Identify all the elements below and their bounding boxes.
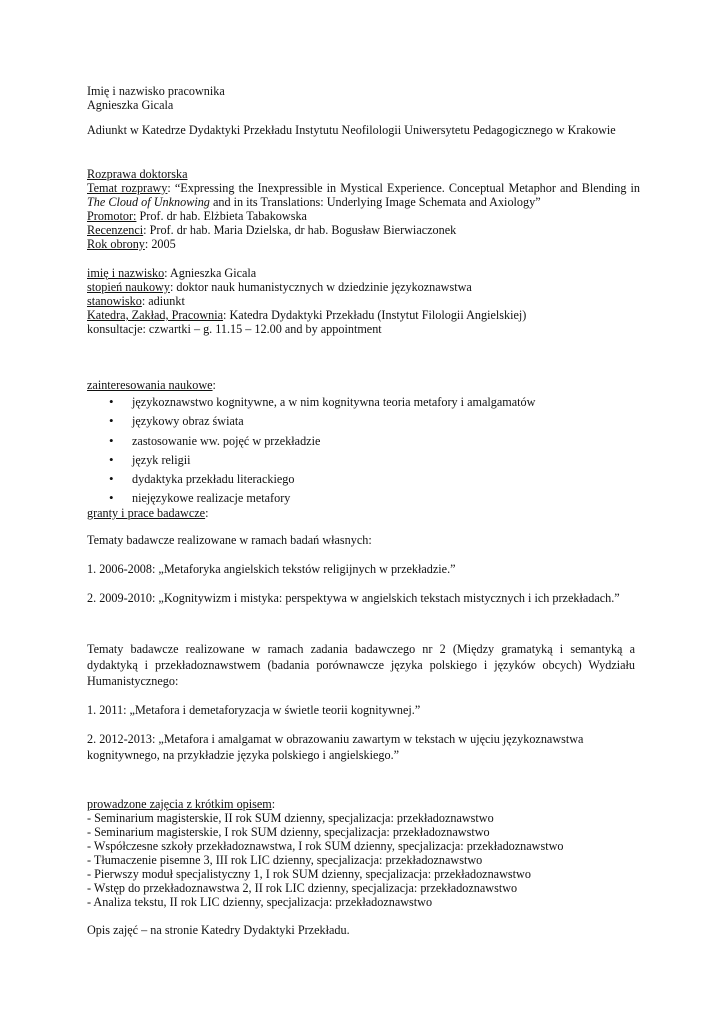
course-item: - Tłumaczenie pisemne 3, III rok LIC dzienny, specjalizacja: przekładoznawstwo xyxy=(87,852,483,867)
courses-heading-line xyxy=(87,797,724,811)
profile-name-value: : Agnieszka Gicala xyxy=(164,266,257,280)
reviewers-label: Recenzenci xyxy=(87,223,144,237)
interest-item: • dydaktyka przekładu literackiego xyxy=(109,470,724,489)
courses-colon: : xyxy=(271,796,276,811)
promoter-line xyxy=(87,209,724,223)
course-item: - Seminarium magisterskie, II rok SUM dzienny, specjalizacja: przekładoznawstwo xyxy=(87,810,494,825)
name-label: Imię i nazwisko pracownika xyxy=(87,84,225,98)
topic-italic: The Cloud of Unknowing xyxy=(87,195,210,209)
unit-value: : Katedra Dydaktyki Przekładu (Instytut Filologii Angielskiej) xyxy=(223,308,527,322)
unit-label: Katedra, Zakład, Pracownia xyxy=(87,308,224,322)
interest-item: • językowy obraz świata xyxy=(109,412,724,431)
promoter-value: Prof. dr hab. Elżbieta Tabakowska xyxy=(136,209,307,223)
course-item: - Analiza tekstu, II rok LIC dzienny, specjalizacja: przekładoznawstwo xyxy=(87,894,433,909)
dissertation-heading: Rozprawa doktorska xyxy=(87,167,188,181)
course-item: - Wstęp do przekładoznawstwa 2, II rok LIC dzienny, specjalizacja: przekładoznawstwo xyxy=(87,880,518,895)
own-research-item: 1. 2006-2008: „Metaforyka angielskich tekstów religijnych w przekładzie.” xyxy=(87,561,456,576)
course-item: - Seminarium magisterskie, I rok SUM dzienny, specjalizacja: przekładoznawstwo xyxy=(87,824,490,839)
task-research-intro: Tematy badawcze realizowane w ramach zadania badawczego nr 2 (Między gramatyką i semantyką a dydaktyką i przekładoznawstwem (badania porównawcze języka polskiego i języków obcych) Wydziału Humanistycznego: xyxy=(87,641,635,688)
grants-colon: : xyxy=(205,505,209,520)
interest-item: • język religii xyxy=(109,451,724,470)
position-line: Adiunkt w Katedrze Dydaktyki Przekładu Instytutu Neofilologii Uniwersytetu Pedagogicznego w Krakowie xyxy=(87,123,616,137)
interest-item: • językoznawstwo kognitywne, a w nim kognitywna teoria metafory i amalgamatów xyxy=(109,393,724,412)
interests-list xyxy=(87,393,724,509)
year-line xyxy=(87,237,724,251)
dissertation-topic xyxy=(87,181,640,209)
interests-colon: : xyxy=(212,378,216,392)
own-research-item: 2. 2009-2010: „Kognitywizm i mistyka: perspektywa w angielskich tekstach mistycznych i ich przekładach.” xyxy=(87,590,620,605)
interest-item: • zastosowanie ww. pojęć w przekładzie xyxy=(109,432,724,451)
interests-heading-line xyxy=(87,378,724,392)
profile-name-line xyxy=(87,266,724,280)
course-item: - Pierwszy moduł specjalistyczny 1, I rok SUM dzienny, specjalizacja: przekładoznawstwo xyxy=(87,866,531,881)
year-value: : 2005 xyxy=(144,237,176,251)
position-title-value: : adiunkt xyxy=(141,294,185,308)
promoter-label: Promotor: xyxy=(87,209,137,223)
task-research-item: 2. 2012-2013: „Metafora i amalgamat w obrazowaniu zawartym w tekstach w ujęciu językoznawstwa kognitywnego, na przykładzie języka polskiego i angielskiego.” xyxy=(87,731,584,762)
own-research-intro: Tematy badawcze realizowane w ramach badań własnych: xyxy=(87,532,372,547)
topic-pre: : “Expressing the Inexpressible in Mystical Experience. Conceptual Metaphor and Blending in xyxy=(167,181,640,195)
unit-line xyxy=(87,308,724,322)
name-value: Agnieszka Gicala xyxy=(87,98,174,112)
courses-heading: prowadzone zajęcia z krótkim opisem xyxy=(87,796,272,811)
position-title-line xyxy=(87,294,724,308)
interest-item: • niejęzykowe realizacje metafory xyxy=(109,489,724,508)
courses-footer: Opis zajęć – na stronie Katedry Dydaktyki Przekładu. xyxy=(87,922,350,937)
interests-heading: zainteresowania naukowe xyxy=(87,378,213,392)
year-label: Rok obrony xyxy=(87,237,145,251)
course-item: - Współczesne szkoły przekładoznawstwa, I rok SUM dzienny, specjalizacja: przekładoznawstwo xyxy=(87,838,564,853)
degree-line xyxy=(87,280,724,294)
task-research-item: 1. 2011: „Metafora i demetaforyzacja w świetle teorii kognitywnej.” xyxy=(87,702,421,717)
degree-value: : doktor nauk humanistycznych w dziedzinie językoznawstwa xyxy=(169,280,472,294)
degree-label: stopień naukowy xyxy=(87,280,170,294)
topic-post: and in its Translations: Underlying Image Schemata and Axiology” xyxy=(209,195,541,209)
position-title-label: stanowisko xyxy=(87,294,142,308)
grants-heading: granty i prace badawcze xyxy=(87,505,206,520)
topic-label: Temat rozprawy xyxy=(87,181,168,195)
profile-name-label: imię i nazwisko xyxy=(87,266,165,280)
reviewers-value: : Prof. dr hab. Maria Dzielska, dr hab. Bogusław Bierwiaczonek xyxy=(143,223,457,237)
consultation-line: konsultacje: czwartki – g. 11.15 – 12.00 and by appointment xyxy=(87,322,382,336)
reviewers-line xyxy=(87,223,724,237)
